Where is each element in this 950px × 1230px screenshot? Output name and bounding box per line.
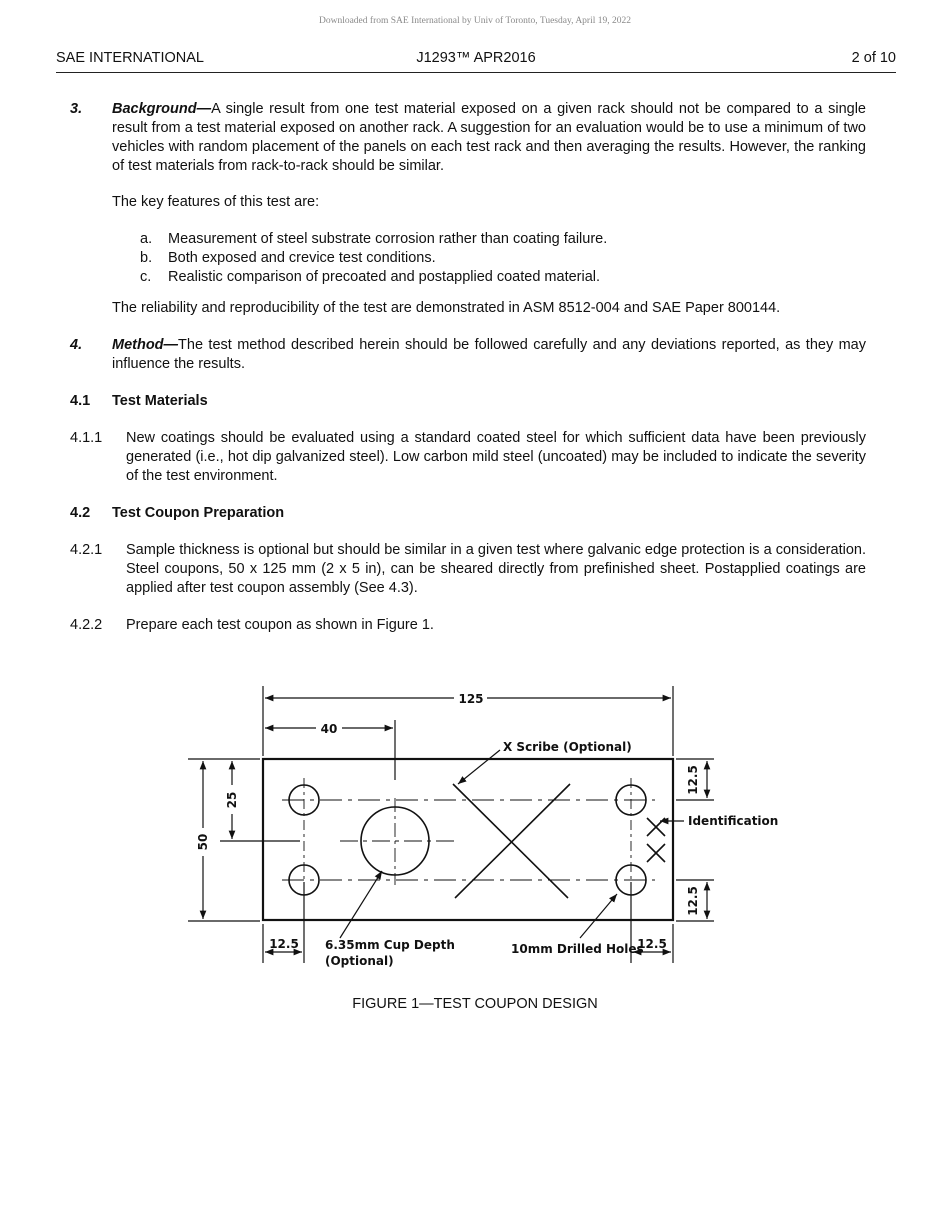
header-page-number: 2 of 10 xyxy=(851,50,896,66)
dim-right-bottom-label: 12.5 xyxy=(686,886,700,916)
cup-label-line1: 6.35mm Cup Depth xyxy=(325,938,455,952)
feature-b-text: Both exposed and crevice test conditions. xyxy=(168,250,436,266)
feature-a-label: a. xyxy=(140,231,153,247)
holes-label: 10mm Drilled Holes xyxy=(511,942,644,956)
download-watermark: Downloaded from SAE International by Univ of Toronto, Tuesday, April 19, 2022 xyxy=(318,16,631,26)
section-4-1-number: 4.1 xyxy=(70,393,91,409)
feature-c-label: c. xyxy=(140,269,152,285)
identification-label: Identification xyxy=(688,814,779,828)
section-4-2-1-number: 4.2.1 xyxy=(70,542,103,558)
section-4-2-title: Test Coupon Preparation xyxy=(112,505,285,521)
dim-right-top-label: 12.5 xyxy=(686,765,700,795)
section-4-1-1-text: New coatings should be evaluated using a standard coated steel for which sufficient data have been previously generated (i.e., hot dip galvanized steel). Low carbon mild steel (uncoated) may be included to indicate the severity of the test environment. xyxy=(126,430,866,484)
coupon-outline xyxy=(263,759,673,920)
dim-bottom-left-label: 12.5 xyxy=(269,937,299,951)
feature-b-label: b. xyxy=(140,250,153,266)
reliability-paragraph: The reliability and reproducibility of the test are demonstrated in ASM 8512-004 and SAE Paper 800144. xyxy=(112,300,781,316)
section-3-number: 3. xyxy=(70,101,83,117)
x-scribe-line-1 xyxy=(453,784,568,898)
scribe-label: X Scribe (Optional) xyxy=(503,740,632,754)
x-scribe-line-2 xyxy=(455,784,570,898)
page-header xyxy=(56,50,896,73)
section-4-2-1-text: Sample thickness is optional but should be similar in a given test where galvanic edge protection is a consideration. Steel coupons, 50 x 125 mm (2 x 5 in), can be sheared directly from prefinished sheet. Postapplied coatings are applied after test coupon assembly (See 4.3). xyxy=(126,542,866,596)
section-4-number: 4. xyxy=(70,337,83,353)
feature-c-text: Realistic comparison of precoated and postapplied coated material. xyxy=(168,269,601,285)
header-org: SAE INTERNATIONAL xyxy=(56,50,204,66)
section-3-title: Background— xyxy=(112,101,212,117)
dim-40-label: 40 xyxy=(320,722,338,736)
section-4-2-2-number: 4.2.2 xyxy=(70,617,103,633)
section-4-1-title: Test Materials xyxy=(112,393,208,409)
cup-leader xyxy=(340,871,382,938)
test-coupon-figure xyxy=(0,660,950,990)
section-4-paragraph xyxy=(112,336,866,374)
dim-125-label: 125 xyxy=(458,692,484,706)
holes-leader xyxy=(580,894,617,938)
section-4-title: Method— xyxy=(112,337,179,353)
section-4-1-1-number: 4.1.1 xyxy=(70,430,103,446)
section-4-text: The test method described herein should be followed carefully and any deviations reported, as they may influence the results. xyxy=(112,337,866,372)
dim-bottom-right-label: 12.5 xyxy=(637,937,667,951)
section-3-text: A single result from one test material exposed on a given rack should not be compared to a single result from a test material exposed on another rack. A suggestion for an evaluation would be to use a minimum of two vehicles with random placement of the panels on each test rack and then averaging the results. However, the ranking of test materials from rack-to-rack should be similar. xyxy=(112,101,866,174)
section-3-paragraph xyxy=(112,100,866,176)
dim-25-label: 25 xyxy=(225,791,239,809)
cup-label-line2: (Optional) xyxy=(325,954,394,968)
section-4-2-number: 4.2 xyxy=(70,505,91,521)
feature-a-text: Measurement of steel substrate corrosion rather than coating failure. xyxy=(168,231,608,247)
scribe-leader xyxy=(458,750,500,784)
header-doc-id: J1293™ APR2016 xyxy=(416,50,536,66)
figure-caption: FIGURE 1—TEST COUPON DESIGN xyxy=(352,996,598,1012)
key-features-intro: The key features of this test are: xyxy=(112,194,320,210)
dim-50-label: 50 xyxy=(196,833,210,851)
section-4-2-2-text: Prepare each test coupon as shown in Figure 1. xyxy=(126,617,434,633)
